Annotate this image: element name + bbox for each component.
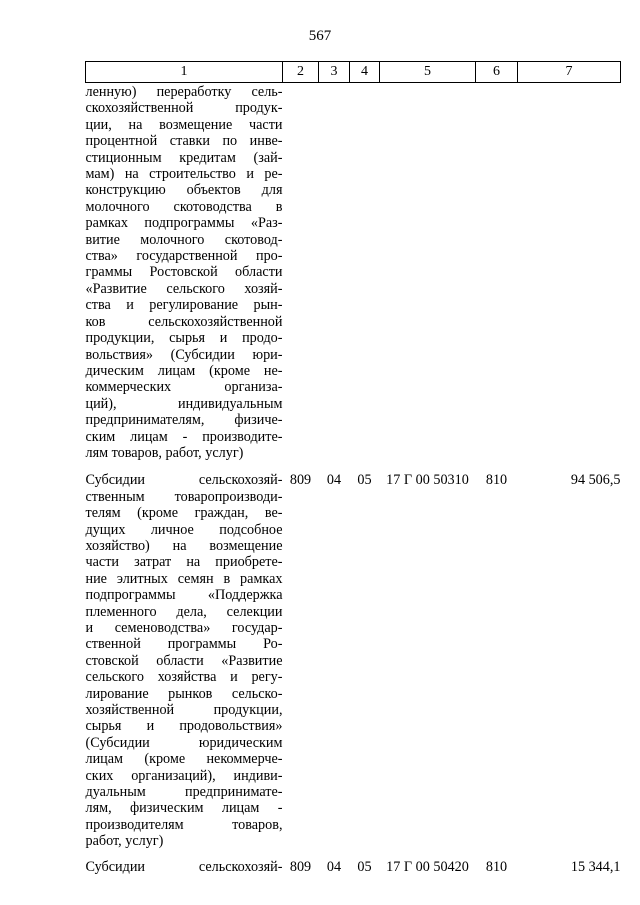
description-line: хозяйство) на возмещение xyxy=(85,537,283,554)
column-header-1: 1 xyxy=(86,62,283,83)
row-admin-code: 809 xyxy=(289,858,312,875)
description-line: части затрат на приобрете- xyxy=(85,554,283,571)
column-header-5: 5 xyxy=(380,62,476,83)
description-line: скохозяйственной продук- xyxy=(85,100,283,117)
row-description xyxy=(86,83,283,473)
description-line: ние элитных семян в рамках xyxy=(85,570,283,587)
description-line: ских организаций), индиви- xyxy=(85,767,283,784)
budget-table xyxy=(85,61,621,875)
description-line: работ, услуг) xyxy=(85,833,164,850)
table-header-row xyxy=(86,62,621,83)
description-line: племенного дела, селекции xyxy=(85,603,283,620)
row-subsection-code xyxy=(350,83,380,473)
row-admin-code xyxy=(283,83,319,473)
row-target-code: 17 Г 00 50310 xyxy=(386,472,469,489)
description-line: сырья и продовольствия» xyxy=(85,718,283,735)
row-admin-code: 809 xyxy=(289,472,312,489)
description-line: дущих личное подсобное xyxy=(85,521,283,538)
description-line: рамках подпрограммы «Раз- xyxy=(85,215,283,232)
description-line: витие молочного скотовод- xyxy=(85,231,283,248)
row-amount xyxy=(518,83,621,473)
table-row xyxy=(86,859,621,875)
row-expense-type: 810 xyxy=(485,472,508,489)
description-line: дическим лицам (кроме не- xyxy=(85,362,283,379)
description-line: стиционным кредитам (зай- xyxy=(85,149,283,166)
description-line: молочного скотоводства в xyxy=(85,198,283,215)
row-amount: 94 506,5 xyxy=(570,472,621,489)
description-line: предпринимателям, физиче- xyxy=(85,412,283,429)
description-line: процентной ставки по инве- xyxy=(85,133,283,150)
description-line: «Развитие сельского хозяй- xyxy=(85,280,283,297)
column-header-7: 7 xyxy=(518,62,621,83)
description-line: лям товаров, работ, услуг) xyxy=(85,444,244,461)
description-line: вольствия» (Субсидии юри- xyxy=(85,346,283,363)
description-line: ства» государственной про- xyxy=(85,248,283,265)
row-target-code xyxy=(380,83,476,473)
column-header-6: 6 xyxy=(476,62,518,83)
description-line: производителям товаров, xyxy=(85,816,283,833)
description-line: конструкцию объектов для xyxy=(85,182,283,199)
description-line: и семеноводства» государ- xyxy=(85,620,283,636)
row-section-code: 04 xyxy=(326,858,342,875)
description-line: телям (кроме граждан, ве- xyxy=(85,505,283,522)
page-number: 567 xyxy=(308,28,332,44)
description-line: ции, на возмещение части xyxy=(85,116,283,133)
description-line: ства и регулирование рын- xyxy=(85,297,283,314)
description-line: лям, физическим лицам - xyxy=(85,800,283,817)
description-line: коммерческих организа- xyxy=(85,379,283,396)
row-target-code: 17 Г 00 50420 xyxy=(386,858,469,875)
column-header-4: 4 xyxy=(350,62,380,83)
description-line: Субсидии сельскохозяй- xyxy=(85,472,283,489)
description-line: ственной программы Ро- xyxy=(85,636,283,653)
row-subsection-code: 05 xyxy=(357,858,372,875)
row-section-code xyxy=(319,83,350,473)
description-line: ков сельскохозяйственной xyxy=(85,313,283,330)
description-line: (Субсидии юридическим xyxy=(85,734,283,751)
description-line: ским лицам - производите- xyxy=(85,428,283,445)
table-row xyxy=(86,83,621,473)
description-line: ций), индивидуальным xyxy=(85,395,283,412)
column-header-2: 2 xyxy=(283,62,319,83)
column-header-3: 3 xyxy=(319,62,350,83)
description-line: Субсидии сельскохозяй- xyxy=(85,858,283,875)
description-line: хозяйственной продукции, xyxy=(85,702,283,719)
description-line: лирование рынков сельско- xyxy=(85,685,283,702)
description-line: ственным товаропроизводи- xyxy=(85,488,283,505)
description-line: сельского хозяйства и регу- xyxy=(85,669,283,686)
description-line: мам) на строительство и ре- xyxy=(85,166,283,183)
description-line: лицам (кроме некоммерче- xyxy=(85,751,283,768)
table-row xyxy=(86,472,621,858)
row-section-code: 04 xyxy=(326,472,342,489)
row-description xyxy=(86,472,283,858)
description-line: граммы Ростовской области xyxy=(85,264,283,281)
row-expense-type: 810 xyxy=(485,858,508,875)
description-line: подпрограммы «Поддержка xyxy=(85,587,283,604)
table-body xyxy=(86,83,621,876)
description-line: ленную) переработку сель- xyxy=(85,84,283,100)
row-subsection-code: 05 xyxy=(357,472,372,489)
description-line: стовской области «Развитие xyxy=(85,652,283,669)
description-line: продукции, сырья и продо- xyxy=(85,330,283,347)
description-line: дуальным предпринимате- xyxy=(85,784,283,801)
row-expense-type xyxy=(476,83,518,473)
row-description xyxy=(86,859,283,875)
row-amount: 15 344,1 xyxy=(570,858,621,875)
